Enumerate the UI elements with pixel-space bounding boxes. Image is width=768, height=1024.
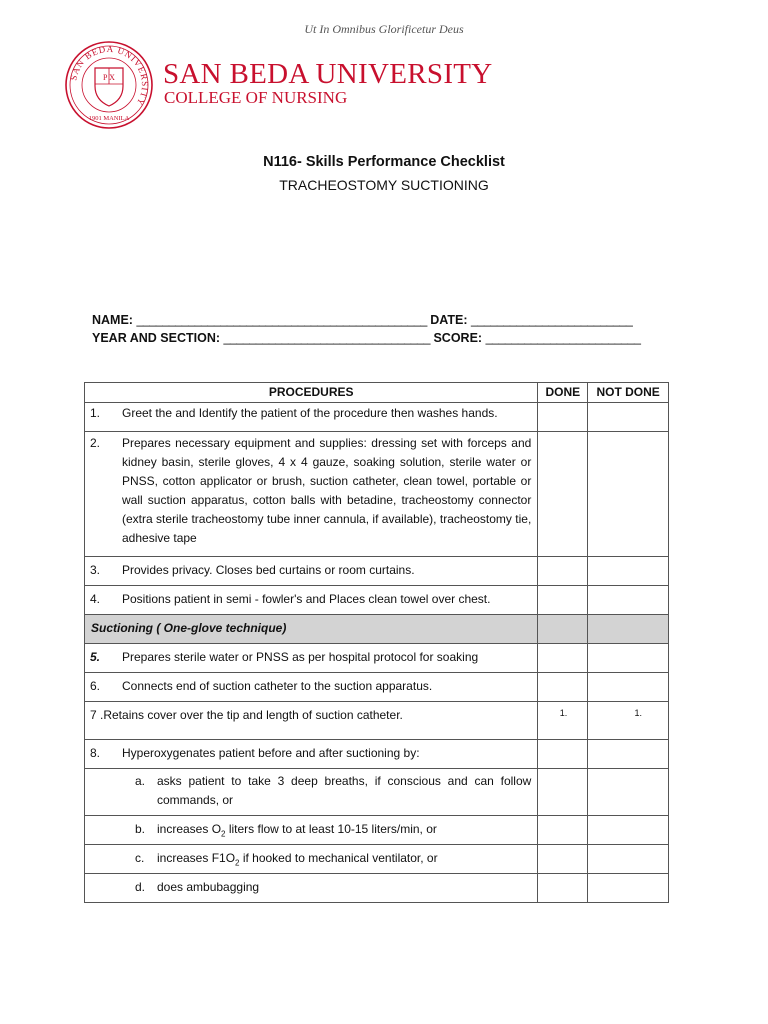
done-cell[interactable] [538, 702, 588, 740]
not-done-cell[interactable] [588, 845, 669, 874]
not-done-mark: 1. [634, 708, 642, 718]
form-line-name-date [92, 313, 632, 327]
table-row [85, 816, 669, 845]
step-text: Provides privacy. Closes bed curtains or room curtains. [122, 563, 415, 577]
sub-step-letter: d. [135, 880, 146, 894]
done-cell[interactable] [538, 557, 588, 586]
sub-step-text: increases $F1O_2$ if hooked to mechanical ventilator, or [157, 851, 438, 868]
step-text: Greet the and Identify the patient of the procedure then washes hands. [122, 406, 498, 420]
not-done-cell[interactable] [588, 432, 669, 557]
not-done-cell[interactable] [588, 586, 669, 615]
document-subtitle: TRACHEOSTOMY SUCTIONING [279, 177, 489, 193]
table-row [85, 702, 669, 740]
step-number: 3. [90, 563, 101, 577]
procedure-cell [85, 874, 538, 903]
table-row [85, 644, 669, 673]
done-cell[interactable] [538, 403, 588, 432]
sub-step-text: increases $O_2$ liters flow to at least 10-15 liters/min, or [157, 822, 437, 839]
procedure-cell [85, 432, 538, 557]
procedure-cell [85, 816, 538, 845]
not-done-cell[interactable] [588, 816, 669, 845]
name-label: NAME: [92, 313, 133, 327]
done-cell[interactable] [538, 586, 588, 615]
procedure-cell [85, 740, 538, 769]
motto: Ut In Omnibus Glorificetur Deus [304, 22, 464, 36]
sub-step-text: asks patient to take 3 deep breaths, if conscious and can follow commands, or [157, 774, 532, 807]
sub-step-letter: c. [135, 851, 145, 865]
done-cell[interactable] [538, 769, 588, 816]
not-done-cell[interactable] [588, 702, 669, 740]
table-row [85, 432, 669, 557]
done-mark: 1. [559, 708, 568, 718]
section-row [85, 615, 669, 644]
table-row [85, 586, 669, 615]
done-cell[interactable] [538, 874, 588, 903]
done-cell [538, 615, 588, 644]
done-cell[interactable] [538, 644, 588, 673]
procedure-cell [85, 586, 538, 615]
year-section-label: YEAR AND SECTION: [92, 331, 221, 345]
name-field[interactable]: _____________________________________________ [136, 313, 427, 327]
not-done-cell[interactable] [588, 403, 669, 432]
score-label: SCORE: [433, 331, 483, 345]
seal-year-city: 1901 MANILA [88, 115, 130, 122]
table-row [85, 769, 669, 816]
university-name: SAN BEDA UNIVERSITY [163, 58, 493, 90]
not-done-cell[interactable] [588, 644, 669, 673]
score-field[interactable]: ________________________ [485, 331, 641, 345]
table-row [85, 874, 669, 903]
not-done-cell[interactable] [588, 769, 669, 816]
section-cell [85, 615, 538, 644]
procedure-cell [85, 673, 538, 702]
date-field[interactable]: _________________________ [471, 313, 633, 327]
procedure-cell [85, 702, 538, 740]
not-done-cell [588, 615, 669, 644]
done-cell[interactable] [538, 673, 588, 702]
step-text: 7 .Retains cover over the tip and length of suction catheter. [90, 708, 403, 722]
sub-step-letter: b. [135, 822, 146, 836]
step-number: 2. [90, 436, 101, 450]
step-text: Connects end of suction catheter to the suction apparatus. [122, 679, 433, 693]
procedure-cell [85, 644, 538, 673]
done-cell[interactable] [538, 816, 588, 845]
procedure-cell [85, 403, 538, 432]
seal-ring-text: SAN BEDA UNIVERSITY [68, 43, 151, 108]
step-text: Prepares necessary equipment and supplies: dressing set with forceps and kidney basin, sterile gloves, 4 x 4 gauze, soaking solution, sterile water or PNSS, cotton applicator or brush, suction catheter, clean towel, portable or wall suction apparatus, cotton balls with betadine, tracheostomy connector (extra sterile tracheostomy tube inner cannula, if available), tracheostomy tie, adhesive tape [122, 436, 532, 545]
year-section-field[interactable]: ________________________________ [223, 331, 430, 345]
seal-shield-letters: P X [103, 73, 115, 82]
not-done-cell[interactable] [588, 673, 669, 702]
sub-step-letter: a. [135, 774, 146, 788]
done-cell[interactable] [538, 740, 588, 769]
procedure-cell [85, 557, 538, 586]
header-done: DONE [538, 383, 588, 403]
sub-step-text: does ambubagging [157, 880, 260, 894]
header-procedures: PROCEDURES [85, 383, 538, 403]
header-not-done: NOT DONE [588, 383, 669, 403]
done-cell[interactable] [538, 432, 588, 557]
step-text: Positions patient in semi - fowler's and Places clean towel over chest. [122, 592, 491, 606]
procedures-table [84, 382, 669, 903]
document-title: N116- Skills Performance Checklist [263, 154, 505, 170]
step-number: 6. [90, 679, 101, 693]
table-row [85, 557, 669, 586]
procedure-cell [85, 845, 538, 874]
table-row [85, 403, 669, 432]
procedure-cell [85, 769, 538, 816]
step-number: 5. [90, 650, 101, 664]
college-name: COLLEGE OF NURSING [164, 88, 348, 107]
not-done-cell[interactable] [588, 557, 669, 586]
step-text: Hyperoxygenates patient before and after suctioning by: [122, 746, 420, 760]
step-text: Prepares sterile water or PNSS as per hospital protocol for soaking [122, 650, 479, 664]
table-row [85, 845, 669, 874]
not-done-cell[interactable] [588, 740, 669, 769]
not-done-cell[interactable] [588, 874, 669, 903]
step-number: 8. [90, 746, 101, 760]
table-row [85, 673, 669, 702]
step-number: 1. [90, 406, 101, 420]
table-row [85, 740, 669, 769]
form-line-year-score [92, 331, 640, 345]
step-number: 4. [90, 592, 101, 606]
done-cell[interactable] [538, 845, 588, 874]
table-header-row [85, 383, 669, 403]
date-label: DATE: [430, 313, 468, 327]
section-title: Suctioning ( One-glove technique) [91, 621, 287, 635]
university-seal-icon [64, 40, 154, 130]
